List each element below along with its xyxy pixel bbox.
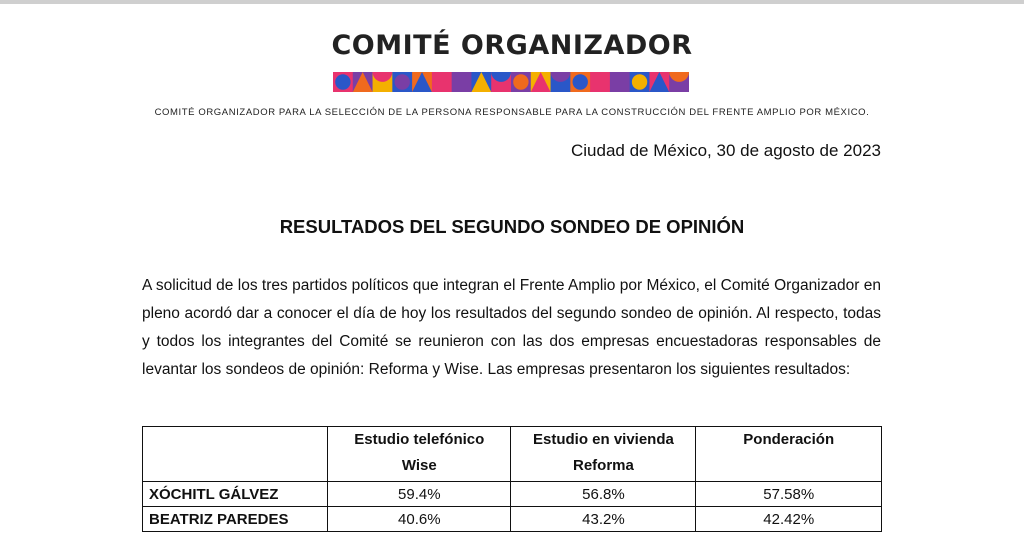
header-line: Estudio en vivienda (532, 431, 674, 448)
value-cell: 59.4% (328, 482, 511, 507)
header-line: Reforma (573, 457, 634, 474)
banner-shape (513, 74, 528, 89)
intro-paragraph: A solicitud de los tres partidos políticos que integran el Frente Amplio por México, el Comité Organizador en pleno acordó dar a conocer el día de hoy los resultados del segundo sondeo de opinión. Al respecto, todas y todos los integrantes del Comité se reunieron con las dos empresas encuestadoras responsables de levantar los sondeos de opinión: Reforma y Wise. Las empresas presentaron los siguientes resultados: (142, 277, 881, 378)
banner-shape (632, 74, 647, 89)
organization-title: COMITÉ ORGANIZADOR (331, 30, 693, 61)
header-cell-wise (328, 427, 511, 482)
value-cell: 56.8% (511, 482, 696, 507)
document-title: RESULTADOS DEL SEGUNDO SONDEO DE OPINIÓN (279, 216, 745, 237)
header-line: Wise (401, 457, 437, 474)
top-edge-bar (0, 0, 1024, 4)
table-header-row (143, 427, 882, 482)
banner-shape (335, 74, 350, 89)
value-cell: 42.42% (696, 507, 882, 532)
banner-shape (395, 74, 410, 89)
results-table (142, 426, 882, 532)
value-cell: 57.58% (696, 482, 882, 507)
header-cell-empty (143, 427, 328, 482)
candidate-name: BEATRIZ PAREDES (143, 507, 328, 532)
banner-shape (573, 74, 588, 89)
candidate-name: XÓCHITL GÁLVEZ (143, 482, 328, 507)
table-row (143, 482, 882, 507)
table-row (143, 507, 882, 532)
header-cell-ponderacion (696, 427, 882, 482)
banner-shape (454, 74, 469, 89)
organization-subtitle: COMITÉ ORGANIZADOR PARA LA SELECCIÓN DE LA PERSONA RESPONSABLE PARA LA CONSTRUCCIÓN DEL FRENTE AMPLIO POR MÉXICO. (154, 107, 870, 118)
header-line: Ponderación (743, 431, 835, 448)
header-cell-reforma (511, 427, 696, 482)
decorative-color-banner (333, 72, 689, 92)
place-and-date: Ciudad de México, 30 de agosto de 2023 (570, 141, 881, 160)
value-cell: 40.6% (328, 507, 511, 532)
value-cell: 43.2% (511, 507, 696, 532)
header-line: Estudio telefónico (354, 431, 485, 448)
